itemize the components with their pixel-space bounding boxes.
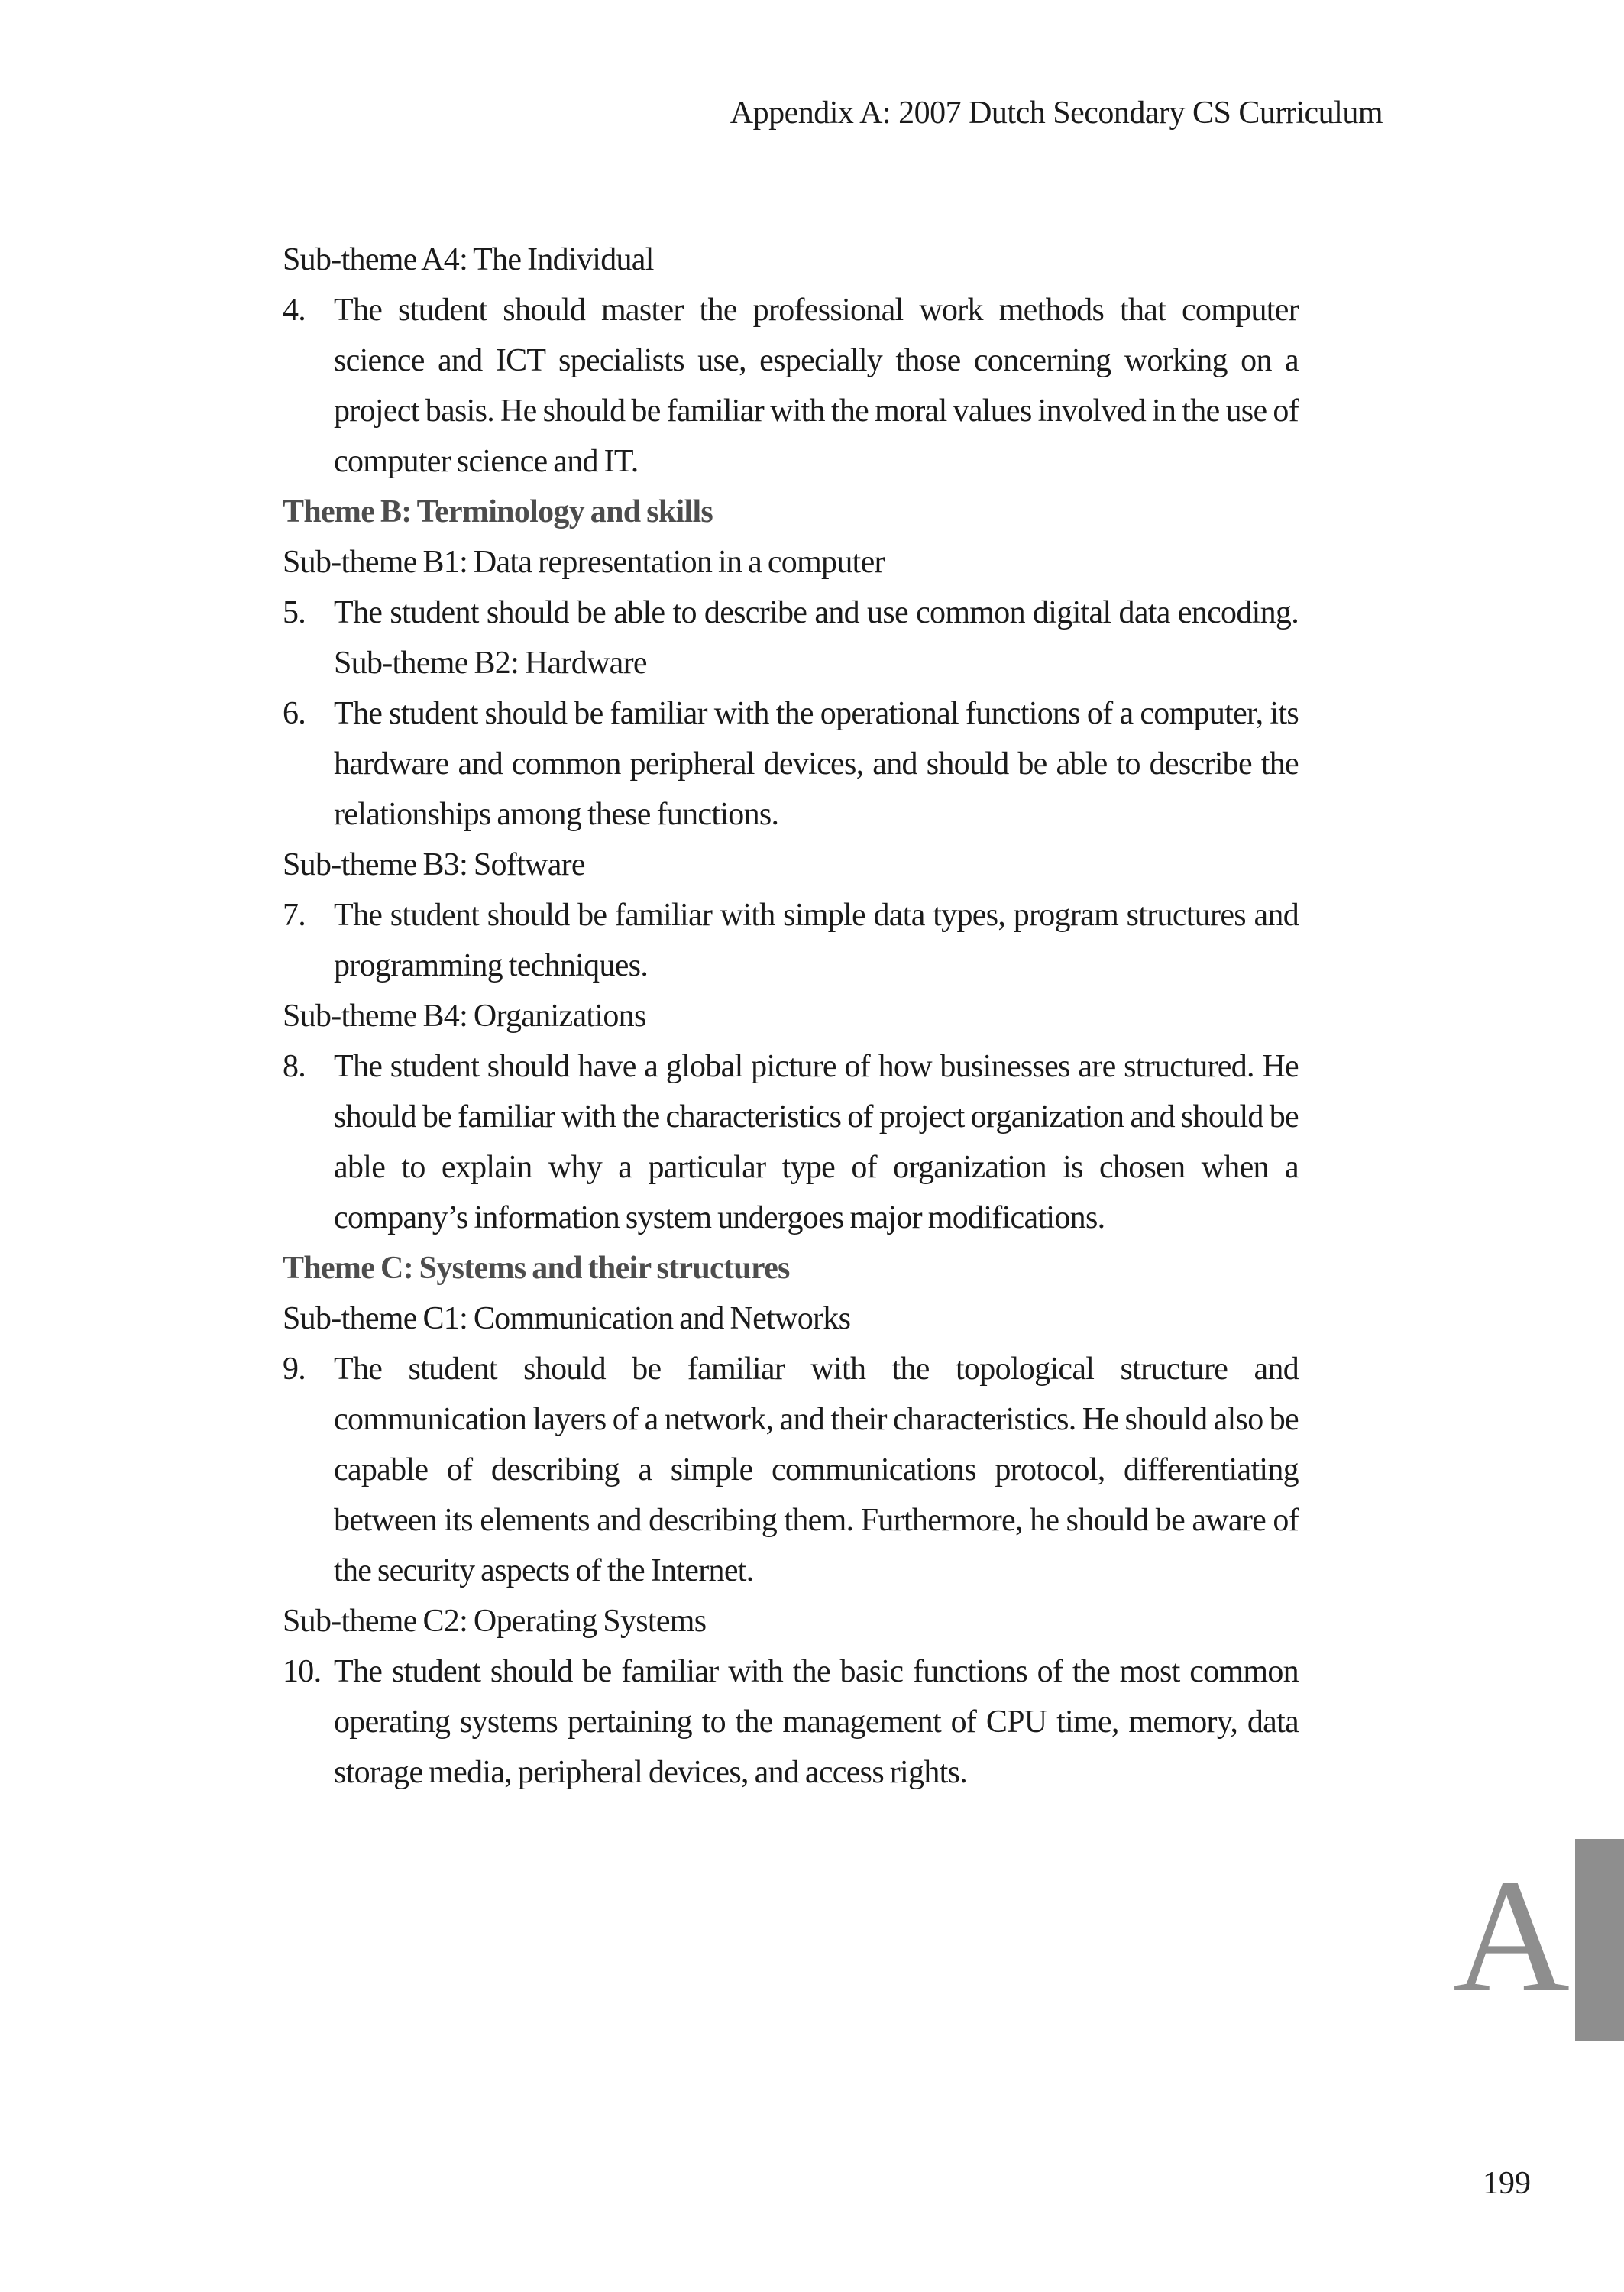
item-number: 10.: [283, 1654, 322, 1689]
page-number: 199: [1483, 2166, 1531, 2201]
item-number: 6.: [283, 696, 306, 731]
subtheme-heading: Sub-theme B1: Data representation in a computer: [283, 545, 885, 580]
item-text: The student should master the professional work methods that computer science and ICT specialists use, especially those concerning working on a project basis. He should be familiar with the moral values involved in the use of computer science and IT.: [334, 293, 1299, 479]
subtheme-heading: Sub-theme C1: Communication and Networks: [283, 1301, 851, 1336]
item-number: 9.: [283, 1352, 306, 1387]
item-text: The student should be familiar with the operational functions of a computer, its hardware and common peripheral devices, and should be able to describe the relationships among these functions.: [334, 696, 1299, 832]
numbered-item: [283, 688, 1299, 840]
item-number: 7.: [283, 898, 306, 933]
subtheme-heading: Sub-theme A4: The Individual: [283, 242, 654, 277]
item-text: The student should be familiar with the topological structure and communication layers of a network, and their characteristics. He should also be capable of describing a simple communications protocol, differentiating between its elements and describing them. Furthermore, he should be aware of the security aspects of the Internet.: [334, 1352, 1299, 1588]
numbered-item: [283, 285, 1299, 487]
item-text: The student should be familiar with the basic functions of the most common operating systems pertaining to the management of CPU time, memory, data storage media, peripheral devices, and access rights.: [334, 1654, 1299, 1790]
item-number: 5.: [283, 595, 306, 630]
subtheme-heading: Sub-theme C2: Operating Systems: [283, 1604, 707, 1639]
curriculum-text-block: [283, 235, 1299, 1798]
subtheme-heading: Sub-theme B3: Software: [283, 847, 585, 882]
numbered-item: [283, 1041, 1299, 1243]
subtheme-heading: Sub-theme B4: Organizations: [283, 999, 646, 1034]
numbered-item: [283, 890, 1299, 991]
item-text: The student should have a global picture of how businesses are structured. He should be familiar with the characteristics of project organization and should be able to explain why a particular type of organization is chosen when a company’s information system undergoes major modifications.: [334, 1049, 1299, 1235]
numbered-item: [283, 1646, 1299, 1798]
item-text: The student should be familiar with simple data types, program structures and programming techniques.: [334, 898, 1299, 983]
running-head: Appendix A: 2007 Dutch Secondary CS Curriculum: [730, 96, 1383, 131]
item-number: 4.: [283, 293, 306, 328]
appendix-tab-bar: [1575, 1839, 1624, 2041]
numbered-item: [283, 1344, 1299, 1596]
theme-heading: Theme C: Systems and their structures: [283, 1251, 790, 1286]
numbered-item: [283, 588, 1299, 688]
item-number: 8.: [283, 1049, 306, 1084]
theme-heading: Theme B: Terminology and skills: [283, 494, 713, 529]
item-text: The student should be able to describe and use common digital data encoding. Sub-theme B2: Hardware: [334, 595, 1299, 681]
appendix-tab-letter: A: [1453, 1846, 1571, 2025]
